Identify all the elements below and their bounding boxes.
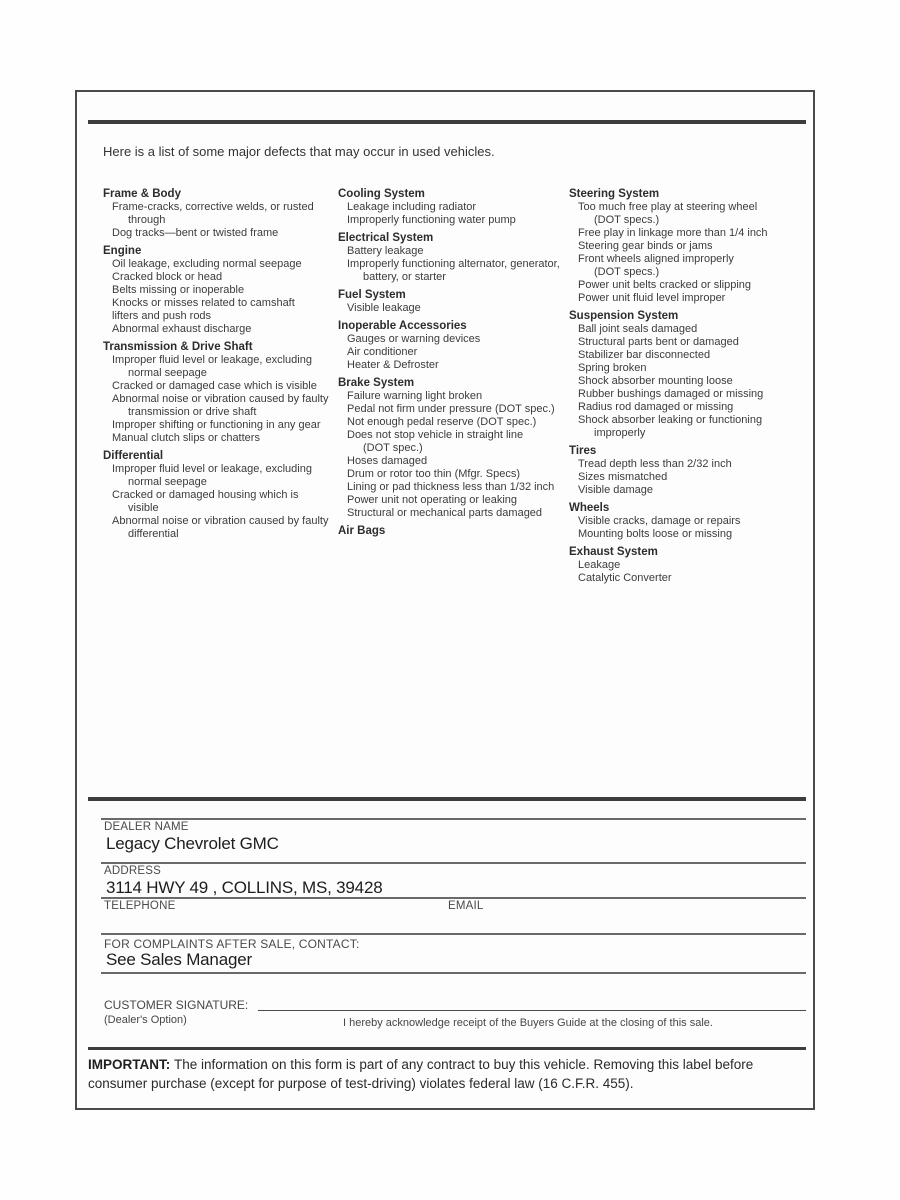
telephone-label: TELEPHONE: [104, 900, 176, 912]
defect-section: [569, 188, 768, 305]
defect-line: Improperly functioning alternator, generator,: [347, 258, 560, 270]
acknowledgement-text: I hereby acknowledge receipt of the Buyers Guide at the closing of this sale.: [343, 1017, 713, 1029]
defect-line: lifters and push rods: [112, 310, 212, 322]
defect-line: Spring broken: [578, 362, 647, 374]
defect-column-left: [103, 188, 328, 541]
defect-line: Does not stop vehicle in straight line: [347, 429, 524, 441]
defect-line: Oil leakage, excluding normal seepage: [112, 258, 302, 270]
defect-section-heading: Tires: [569, 445, 597, 457]
dealer-name-value: Legacy Chevrolet GMC: [106, 834, 279, 853]
defect-line: Hoses damaged: [347, 455, 428, 467]
complaints-bottom-line: [101, 972, 806, 974]
complaints-top-line: [101, 933, 806, 935]
dealer-name-top-line: [101, 818, 806, 820]
important-text: The information on this form is part of any contract to buy this vehicle. Removing this label before consumer purchase (except for purpose of test-driving) violates federal law (16 C.F.R. 455).: [88, 1057, 754, 1091]
defect-line: Mounting bolts loose or missing: [578, 528, 733, 540]
defect-line: Cracked or damaged housing which is: [112, 489, 299, 501]
defect-line: Gauges or warning devices: [347, 333, 481, 345]
defect-section-heading: Air Bags: [338, 525, 386, 537]
defect-line: Ball joint seals damaged: [578, 323, 698, 335]
defect-section-heading: Brake System: [338, 377, 415, 389]
defect-line: Visible damage: [578, 484, 654, 496]
defect-line: Power unit belts cracked or slipping: [578, 279, 752, 291]
defect-section: [569, 546, 768, 585]
defect-section: [338, 289, 560, 315]
defect-section: [338, 525, 560, 538]
defect-column-right: [569, 188, 768, 585]
defect-line: Too much free play at steering wheel: [578, 201, 758, 213]
defect-line: Improperly functioning water pump: [347, 214, 516, 226]
defect-line: Abnormal noise or vibration caused by faulty: [112, 515, 329, 527]
defect-section: [338, 320, 560, 372]
important-divider-rule: [88, 1047, 806, 1050]
defect-line: Structural parts bent or damaged: [578, 336, 739, 348]
defect-line: Abnormal exhaust discharge: [112, 323, 252, 335]
defect-section: [338, 232, 560, 284]
defect-line: Free play in linkage more than 1/4 inch: [578, 227, 768, 239]
defect-line: differential: [128, 528, 179, 540]
intro-text: Here is a list of some major defects that may occur in used vehicles.: [103, 144, 495, 159]
defect-line: Drum or rotor too thin (Mfgr. Specs): [347, 468, 520, 480]
complaints-value: See Sales Manager: [106, 950, 252, 969]
telephone-top-line: [101, 897, 806, 899]
defect-line: Shock absorber leaking or functioning: [578, 414, 763, 426]
defect-line: Heater & Defroster: [347, 359, 439, 371]
defect-line: Steering gear binds or jams: [578, 240, 713, 252]
defect-line: Radius rod damaged or missing: [578, 401, 734, 413]
defect-line: Power unit fluid level improper: [578, 292, 726, 304]
buyers-guide-document: [75, 90, 815, 1110]
defect-line: Visible cracks, damage or repairs: [578, 515, 741, 527]
defect-section: [338, 377, 560, 520]
defect-section: [569, 502, 768, 541]
defect-section-heading: Differential: [103, 450, 164, 462]
defect-line: Failure warning light broken: [347, 390, 483, 402]
defect-line: Battery leakage: [347, 245, 424, 257]
important-label: IMPORTANT:: [88, 1057, 174, 1072]
defect-line: Belts missing or inoperable: [112, 284, 245, 296]
defect-section-heading: Fuel System: [338, 289, 406, 301]
defect-line: (DOT specs.): [594, 214, 660, 226]
defect-section: [569, 310, 768, 440]
defect-section-heading: Suspension System: [569, 310, 679, 322]
defect-line: Tread depth less than 2/32 inch: [578, 458, 732, 470]
defect-line: Cracked block or head: [112, 271, 223, 283]
defect-line: Knocks or misses related to camshaft: [112, 297, 295, 309]
defect-line: Leakage including radiator: [347, 201, 477, 213]
defect-line: (DOT spec.): [363, 442, 423, 454]
defect-line: Stabilizer bar disconnected: [578, 349, 711, 361]
defect-line: Structural or mechanical parts damaged: [347, 507, 543, 519]
defect-line: Not enough pedal reserve (DOT spec.): [347, 416, 537, 428]
defect-section-heading: Frame & Body: [103, 188, 181, 200]
defect-section-heading: Engine: [103, 245, 142, 257]
form-section-divider-rule: [88, 797, 806, 801]
defect-section: [103, 450, 328, 541]
defect-line: normal seepage: [128, 367, 207, 379]
defect-line: Cracked or damaged case which is visible: [112, 380, 317, 392]
defect-section: [103, 245, 328, 336]
defect-section-heading: Electrical System: [338, 232, 434, 244]
defect-line: Improper fluid level or leakage, excluding: [112, 354, 312, 366]
defect-column-middle: [338, 188, 560, 538]
defect-line: (DOT specs.): [594, 266, 660, 278]
important-paragraph: [88, 1055, 804, 1093]
defect-line: Improper shifting or functioning in any gear: [112, 419, 321, 431]
defect-line: Air conditioner: [347, 346, 418, 358]
defect-section: [103, 188, 328, 240]
email-label: EMAIL: [448, 900, 484, 912]
top-divider-rule: [88, 120, 806, 124]
defect-line: Power unit not operating or leaking: [347, 494, 517, 506]
defect-line: visible: [128, 502, 159, 514]
defect-line: Catalytic Converter: [578, 572, 672, 584]
address-top-line: [101, 862, 806, 864]
defect-line: Front wheels aligned improperly: [578, 253, 734, 265]
dealer-name-label: DEALER NAME: [104, 821, 189, 833]
defect-section-heading: Transmission & Drive Shaft: [103, 341, 253, 353]
defect-line: Improper fluid level or leakage, excluding: [112, 463, 312, 475]
defect-section: [103, 341, 328, 445]
dealers-option-note: (Dealer's Option): [104, 1014, 187, 1026]
defect-line: Abnormal noise or vibration caused by faulty: [112, 393, 329, 405]
defect-section-heading: Steering System: [569, 188, 660, 200]
defect-line: through: [128, 214, 166, 226]
defect-line: transmission or drive shaft: [128, 406, 257, 418]
defect-line: Visible leakage: [347, 302, 421, 314]
defect-section-heading: Inoperable Accessories: [338, 320, 467, 332]
defect-line: battery, or starter: [363, 271, 446, 283]
defect-line: Shock absorber mounting loose: [578, 375, 733, 387]
defect-line: Frame-cracks, corrective welds, or rusted: [112, 201, 314, 213]
defect-line: Pedal not firm under pressure (DOT spec.): [347, 403, 555, 415]
defect-section: [338, 188, 560, 227]
customer-signature-label: CUSTOMER SIGNATURE:: [104, 998, 249, 1012]
defect-section-heading: Cooling System: [338, 188, 425, 200]
defect-line: normal seepage: [128, 476, 207, 488]
defect-line: Dog tracks—bent or twisted frame: [112, 227, 279, 239]
defect-line: Leakage: [578, 559, 621, 571]
complaints-label: FOR COMPLAINTS AFTER SALE, CONTACT:: [104, 937, 360, 951]
address-value: 3114 HWY 49 , COLLINS, MS, 39428: [106, 878, 383, 897]
defect-line: Sizes mismatched: [578, 471, 668, 483]
defect-line: Rubber bushings damaged or missing: [578, 388, 764, 400]
defect-line: Manual clutch slips or chatters: [112, 432, 260, 444]
defect-section: [569, 445, 768, 497]
defect-section-heading: Wheels: [569, 502, 610, 514]
address-label: ADDRESS: [104, 865, 161, 877]
defect-section-heading: Exhaust System: [569, 546, 658, 558]
defect-line: improperly: [594, 427, 646, 439]
defect-line: Lining or pad thickness less than 1/32 inch: [347, 481, 555, 493]
signature-line: [258, 1010, 806, 1011]
